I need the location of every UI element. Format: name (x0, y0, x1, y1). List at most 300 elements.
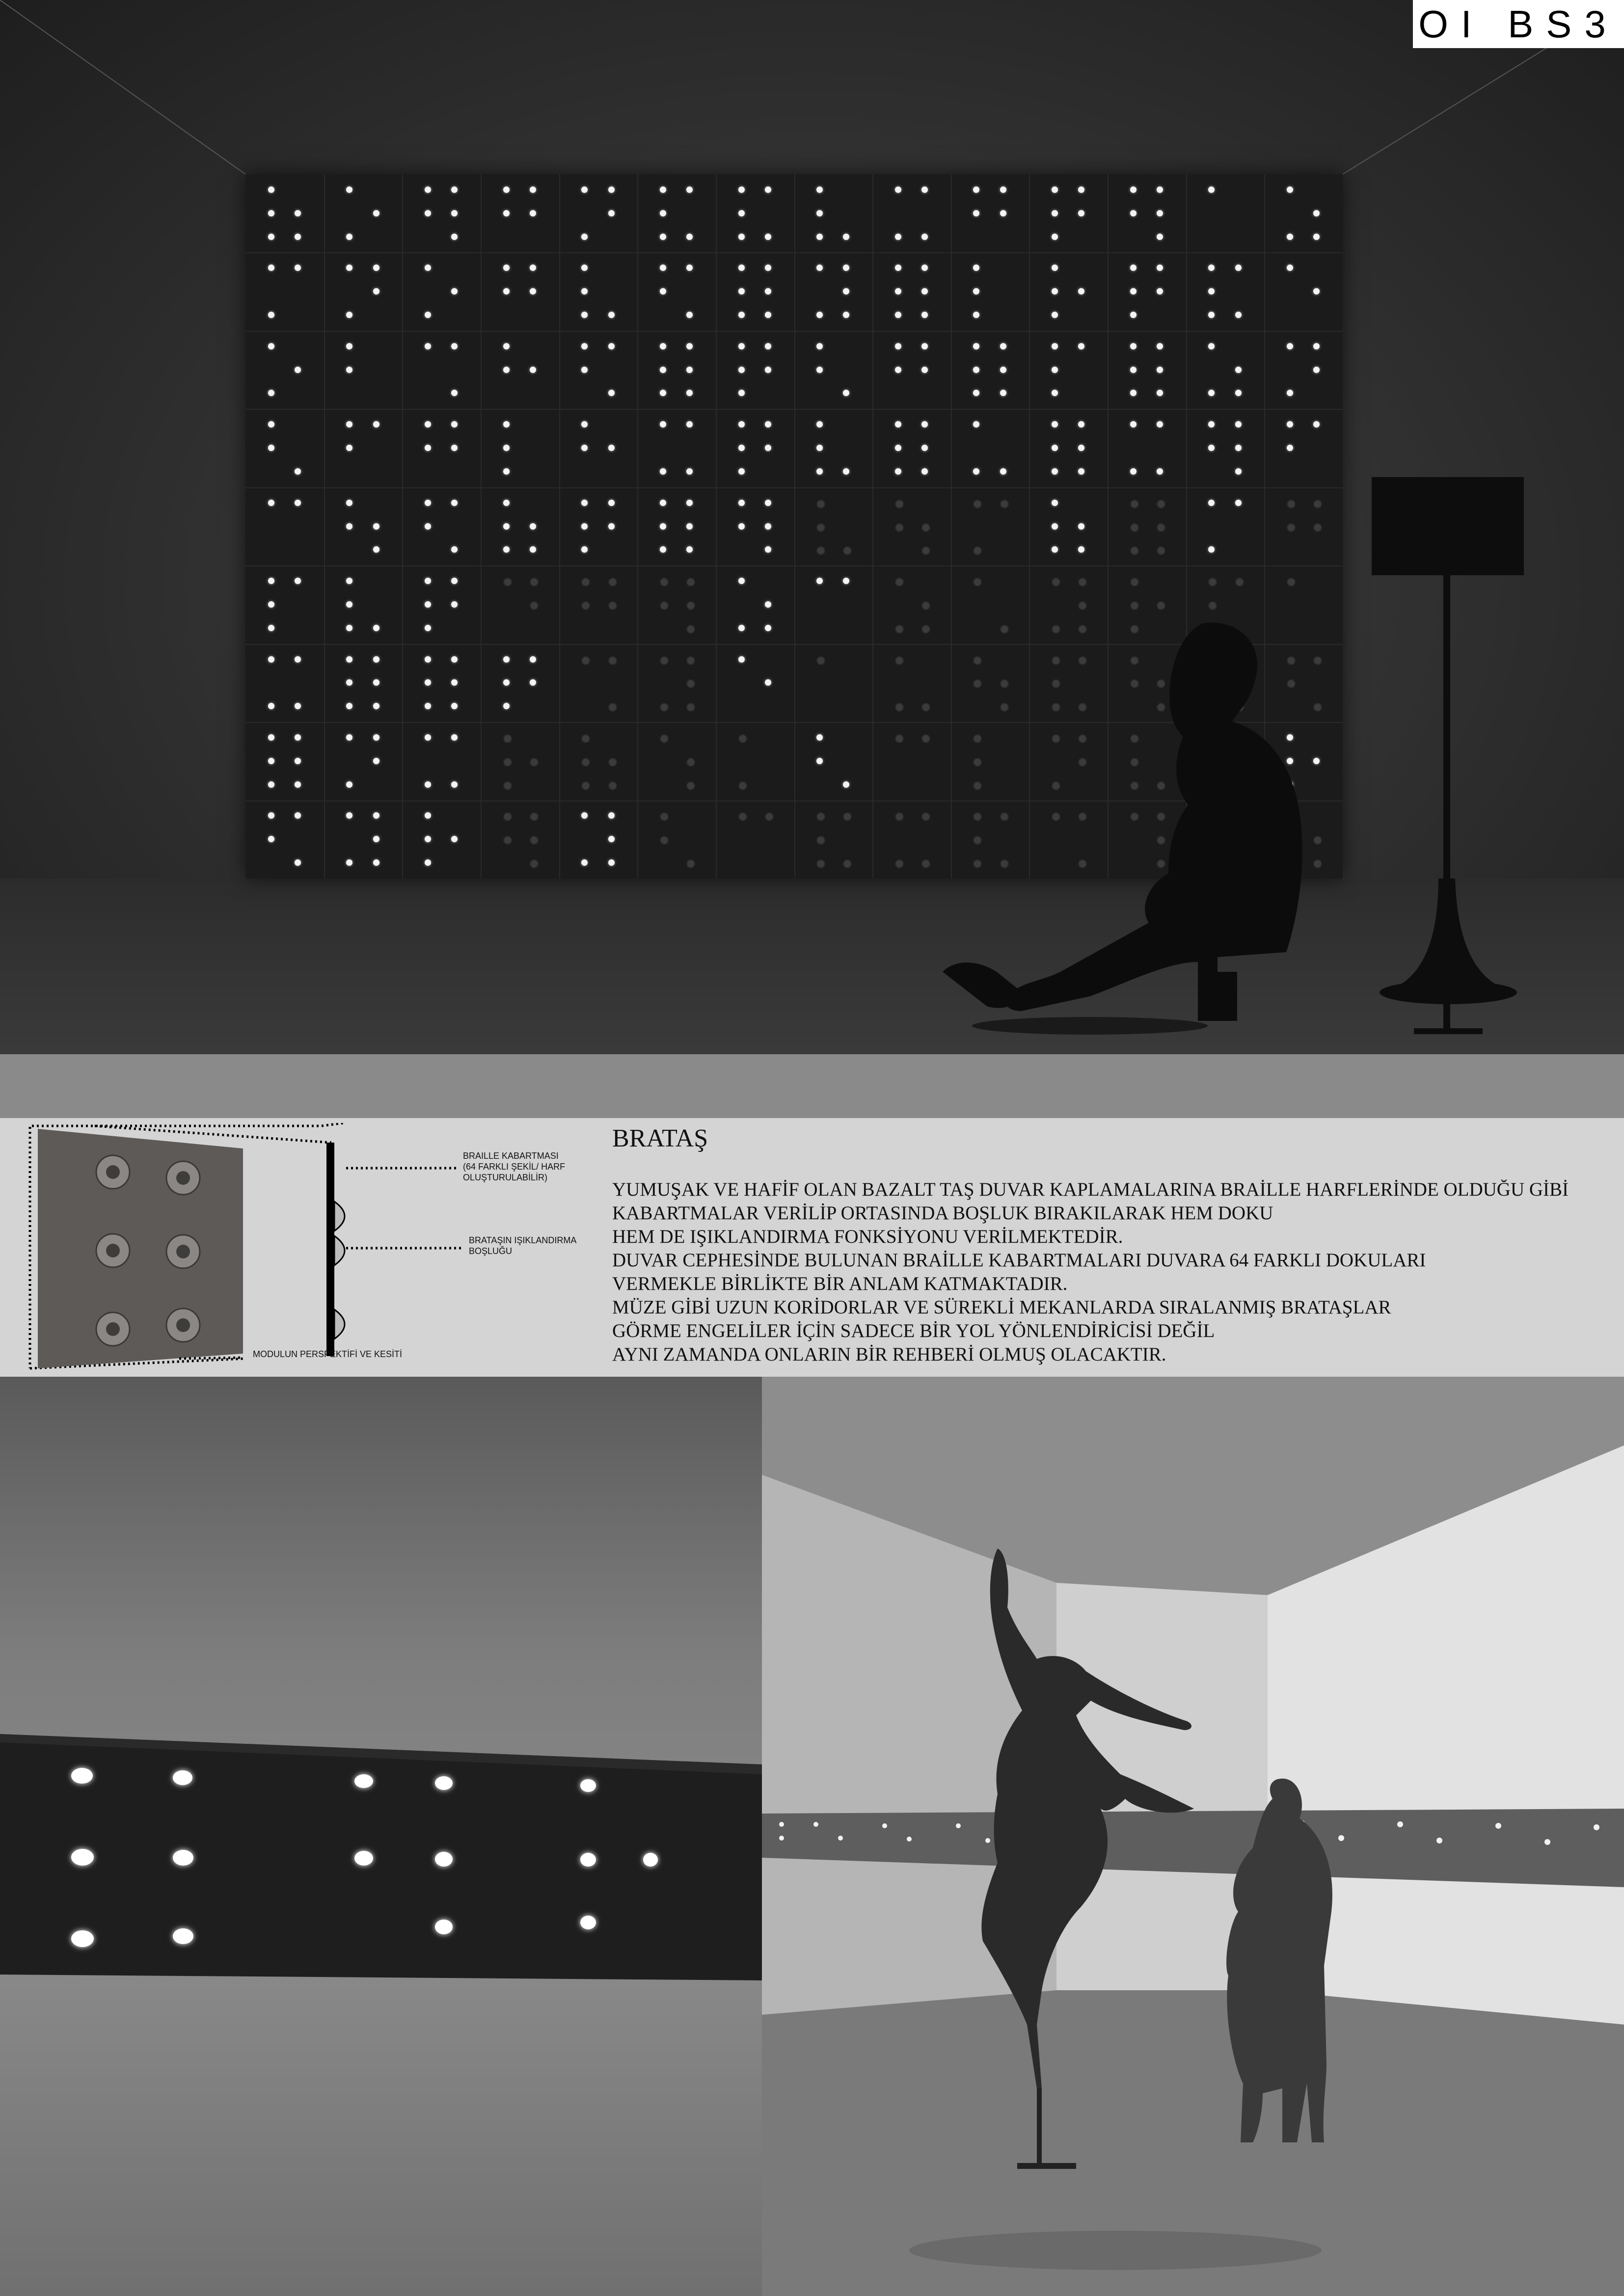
braille-wall-dot (268, 812, 274, 819)
braille-wall-dot (1052, 578, 1060, 587)
braille-wall-dot (503, 656, 510, 663)
braille-wall-dot (1208, 601, 1217, 610)
braille-dot (643, 1853, 658, 1867)
braille-wall-dot (686, 187, 693, 193)
braille-wall-dot (738, 367, 745, 373)
braille-wall-dot (530, 601, 539, 610)
braille-dot (354, 1774, 373, 1788)
description-line: YUMUŞAK VE HAFİF OLAN BAZALT TAŞ DUVAR KAPLAMALARINA BRAİLLE HARFLERİNDE OLDUĞU GİBİ (612, 1179, 1569, 1200)
braille-wall-dot (1313, 367, 1320, 373)
braille-wall-dot (346, 500, 352, 506)
braille-wall-dot (295, 500, 301, 506)
braille-wall-dot (1157, 500, 1165, 508)
braille-wall-dot (1130, 601, 1139, 610)
braille-wall-dot (425, 312, 431, 318)
braille-wall-dot (268, 781, 274, 788)
braille-wall-dot (686, 234, 693, 240)
braille-wall-dot (843, 312, 849, 318)
callout-light-line1: BRATAŞIN IŞIKLANDIRMA (469, 1235, 577, 1245)
braille-wall-dot (268, 234, 274, 240)
braille-wall-dot (1287, 343, 1293, 349)
braille-wall-dot (503, 578, 512, 587)
braille-wall-dot (1157, 234, 1163, 240)
braille-wall-dot (608, 187, 615, 193)
braille-wall-dot (660, 601, 669, 610)
braille-wall-dot (921, 187, 928, 193)
braille-wall-dot (1235, 421, 1242, 427)
description-line: AYNI ZAMANDA ONLARIN BİR REHBERİ OLMUŞ OLACAKTIR. (612, 1344, 1166, 1365)
braille-wall-dot (686, 312, 693, 318)
braille-wall-dot (268, 601, 274, 608)
braille-wall-dot (660, 187, 666, 193)
braille-wall-dot (816, 578, 823, 584)
braille-wall-dot (346, 625, 352, 631)
braille-wall-dot (1287, 265, 1293, 271)
braille-wall-dot (346, 265, 352, 271)
braille-wall-dot (765, 367, 771, 373)
braille-wall-dot (346, 859, 352, 866)
braille-wall-dot (503, 781, 512, 790)
braille-wall-dot (581, 601, 590, 610)
project-description (612, 1178, 1614, 1366)
braille-wall-dot (373, 656, 379, 663)
braille-wall-dot (581, 265, 588, 271)
braille-wall-dot (451, 500, 458, 506)
braille-wall-dot (686, 625, 695, 634)
braille-wall-dot (895, 656, 904, 665)
braille-wall-dot (816, 468, 823, 475)
braille-wall-dot (295, 210, 301, 216)
braille-wall-dot (1000, 187, 1006, 193)
braille-wall-dot (503, 210, 510, 216)
braille-wall-dot (686, 781, 695, 790)
braille-wall-dot (268, 758, 274, 764)
braille-wall-dot (1287, 578, 1296, 587)
braille-wall-dot (1208, 445, 1215, 451)
braille-wall-dot (295, 812, 301, 819)
braille-wall-dot (425, 703, 431, 709)
braille-wall-dot (373, 265, 379, 271)
braille-wall-dot (1130, 210, 1137, 216)
braille-wall-dot (503, 265, 510, 271)
wall-gridline (402, 174, 403, 879)
diagram-caption: MODULUN PERSPEKTİFİ VE KESİTİ (253, 1349, 403, 1359)
braille-wall-dot (973, 468, 979, 475)
braille-wall-dot (895, 445, 901, 451)
braille-wall-dot (608, 859, 615, 866)
braille-wall-dot (581, 523, 588, 530)
braille-dot (435, 1920, 453, 1934)
braille-wall-dot (1078, 601, 1087, 610)
wall-gridline (245, 487, 1343, 488)
braille-wall-dot (738, 288, 745, 294)
braille-wall-dot (1287, 187, 1293, 193)
braille-wall-dot (373, 758, 379, 764)
braille-wall-dot (660, 546, 666, 553)
braille-wall-dot (530, 758, 539, 767)
braille-wall-dot (346, 703, 352, 709)
braille-wall-dot (921, 601, 930, 610)
braille-wall-dot (608, 836, 615, 842)
braille-wall-dot (660, 288, 666, 294)
braille-wall-dot (921, 234, 928, 240)
braille-wall-dot (268, 625, 274, 631)
braille-wall-dot (738, 812, 747, 821)
braille-wall-dot (921, 265, 928, 271)
callout-relief-line1: BRAILLE KABARTMASI (463, 1151, 559, 1161)
braille-wall-dot (1208, 265, 1215, 271)
braille-wall-dot (530, 210, 536, 216)
braille-dot (354, 1851, 373, 1866)
braille-dot (173, 1850, 193, 1866)
braille-wall-dot (738, 343, 745, 349)
braille-wall-dot (973, 210, 979, 216)
braille-wall-dot (1157, 421, 1163, 427)
braille-wall-dot (295, 578, 301, 584)
braille-wall-dot (608, 523, 615, 530)
braille-wall-dot (1052, 390, 1058, 396)
braille-wall-dot (765, 343, 771, 349)
braille-wall-dot (921, 288, 928, 294)
braille-wall-dot (686, 703, 695, 712)
braille-wall-dot (921, 445, 928, 451)
braille-wall-dot (503, 288, 510, 294)
braille-wall-dot (1078, 421, 1084, 427)
braille-wall-dot (346, 679, 352, 686)
braille-wall-dot (346, 656, 352, 663)
braille-wall-dot (425, 836, 431, 842)
braille-wall-dot (1235, 367, 1242, 373)
braille-wall-dot (738, 523, 745, 530)
braille-wall-dot (581, 734, 590, 743)
braille-wall-dot (346, 734, 352, 741)
braille-wall-dot (530, 859, 539, 868)
braille-wall-dot (660, 343, 666, 349)
braille-wall-dot (1157, 601, 1165, 610)
braille-wall-dot (738, 656, 745, 663)
braille-wall-dot (660, 265, 666, 271)
braille-wall-dot (295, 367, 301, 373)
braille-dot (580, 1779, 596, 1792)
braille-wall-dot (738, 468, 745, 475)
braille-wall-dot (686, 601, 695, 610)
braille-wall-dot (660, 656, 669, 665)
braille-wall-dot (1052, 500, 1058, 506)
braille-wall-dot (738, 234, 745, 240)
braille-wall-dot (346, 421, 352, 427)
braille-wall-dot (451, 445, 458, 451)
braille-wall-dot (425, 343, 431, 349)
braille-dot (173, 1770, 192, 1785)
braille-wall-dot (581, 758, 590, 767)
braille-wall-dot (1078, 187, 1084, 193)
braille-wall-dot (268, 390, 274, 396)
wall-gridline (794, 174, 795, 879)
braille-wall-dot (451, 288, 458, 294)
wall-gridline (481, 174, 482, 879)
braille-wall-dot (973, 421, 979, 427)
braille-wall-dot (451, 343, 458, 349)
braille-wall-dot (1208, 187, 1215, 193)
braille-wall-dot (1287, 390, 1293, 396)
braille-wall-dot (921, 812, 930, 821)
braille-wall-dot (765, 625, 771, 631)
description-line: HEM DE IŞIKLANDIRMA FONKSİYONU VERİLMEKTEDİR. (612, 1226, 1123, 1247)
wall-gridline (245, 331, 1343, 332)
braille-wall-dot (973, 367, 979, 373)
braille-wall-dot (1078, 546, 1084, 553)
braille-wall-dot (738, 210, 745, 216)
braille-wall-dot (895, 421, 901, 427)
braille-wall-dot (895, 578, 904, 587)
braille-wall-dot (581, 859, 588, 866)
braille-wall-dot (816, 523, 825, 532)
braille-wall-dot (425, 781, 431, 788)
braille-wall-dot (843, 390, 849, 396)
braille-wall-dot (686, 523, 693, 530)
braille-wall-dot (843, 234, 849, 240)
braille-wall-dot (1235, 390, 1242, 396)
braille-wall-dot (895, 468, 901, 475)
braille-wall-dot (581, 500, 588, 506)
braille-wall-dot (346, 601, 352, 608)
braille-wall-dot (1000, 343, 1006, 349)
braille-wall-dot (1287, 421, 1293, 427)
braille-wall-dot (268, 578, 274, 584)
braille-wall-dot (816, 500, 825, 508)
braille-wall-dot (895, 234, 901, 240)
braille-dot (580, 1916, 596, 1929)
braille-wall-dot (373, 210, 379, 216)
braille-wall-dot (1000, 500, 1009, 508)
braille-wall-dot (973, 187, 979, 193)
braille-wall-dot (660, 836, 669, 845)
braille-wall-dot (530, 288, 536, 294)
braille-wall-dot (346, 312, 352, 318)
braille-wall-dot (816, 234, 823, 240)
braille-wall-dot (921, 367, 928, 373)
wall-gridline (559, 174, 560, 879)
braille-wall-dot (765, 234, 771, 240)
description-line: MÜZE GİBİ UZUN KORİDORLAR VE SÜREKLİ MEKANLARDA SIRALANMIŞ BRATAŞLAR (612, 1297, 1391, 1318)
corridor-render (762, 1377, 1624, 2296)
braille-wall-dot (581, 343, 588, 349)
braille-wall-dot (660, 523, 666, 530)
braille-wall-dot (295, 468, 301, 475)
callout-light-cavity (469, 1235, 576, 1256)
braille-wall-dot (581, 312, 588, 318)
seated-person-silhouette (943, 618, 1394, 1045)
braille-wall-dot (530, 578, 539, 587)
braille-wall-dot (268, 187, 274, 193)
braille-wall-dot (1157, 367, 1163, 373)
braille-wall-dot (581, 187, 588, 193)
braille-wall-dot (895, 523, 904, 532)
braille-wall-dot (373, 734, 379, 741)
braille-wall-dot (1157, 390, 1163, 396)
braille-wall-dot (295, 265, 301, 271)
braille-wall-dot (1313, 500, 1322, 508)
braille-wall-dot (765, 265, 771, 271)
braille-wall-dot (843, 265, 849, 271)
braille-wall-dot (686, 578, 695, 587)
braille-wall-dot (686, 468, 693, 475)
braille-wall-dot (660, 812, 669, 821)
braille-wall-dot (1235, 578, 1244, 587)
braille-wall-dot (425, 500, 431, 506)
braille-wall-dot (765, 601, 771, 608)
braille-wall-dot (295, 656, 301, 663)
braille-wall-dot (765, 312, 771, 318)
braille-wall-dot (1287, 445, 1293, 451)
divider-band (0, 1054, 1624, 1118)
braille-wall-dot (765, 288, 771, 294)
braille-wall-dot (843, 812, 852, 821)
braille-wall-dot (581, 781, 590, 790)
braille-wall-dot (425, 859, 431, 866)
braille-wall-dot (608, 812, 615, 819)
braille-wall-dot (1287, 500, 1296, 508)
closeup-render (0, 1377, 762, 2296)
braille-wall-dot (1078, 523, 1084, 530)
description-line: KABARTMALAR VERİLİP ORTASINDA BOŞLUK BIRAKILARAK HEM DOKU (612, 1202, 1273, 1224)
braille-wall-dot (451, 234, 458, 240)
braille-wall-dot (660, 390, 666, 396)
braille-wall-dot (608, 343, 615, 349)
braille-wall-dot (765, 187, 771, 193)
braille-wall-dot (686, 367, 693, 373)
braille-wall-dot (1052, 343, 1058, 349)
braille-wall-dot (581, 656, 590, 665)
braille-wall-dot (973, 578, 982, 587)
braille-wall-dot (451, 210, 458, 216)
braille-wall-dot (581, 812, 588, 819)
braille-wall-dot (921, 421, 928, 427)
braille-wall-dot (1157, 288, 1163, 294)
braille-wall-dot (451, 679, 458, 686)
braille-wall-dot (738, 578, 745, 584)
braille-wall-dot (373, 523, 379, 530)
braille-wall-dot (660, 578, 669, 587)
braille-wall-dot (1052, 367, 1058, 373)
braille-wall-dot (1078, 445, 1084, 451)
braille-wall-dot (895, 500, 904, 508)
braille-dot (173, 1928, 193, 1944)
braille-wall-dot (1000, 210, 1006, 216)
braille-wall-dot (686, 390, 693, 396)
braille-wall-dot (425, 445, 431, 451)
callout-braille-relief (463, 1150, 565, 1183)
braille-wall-dot (1078, 578, 1087, 587)
braille-wall-dot (895, 288, 901, 294)
braille-wall-dot (295, 734, 301, 741)
braille-wall-dot (843, 781, 849, 788)
wall-gridline (324, 174, 325, 879)
braille-wall-dot (373, 625, 379, 631)
braille-wall-dot (1052, 234, 1058, 240)
braille-wall-dot (765, 679, 771, 686)
braille-wall-dot (530, 265, 536, 271)
braille-wall-dot (921, 523, 930, 532)
braille-wall-dot (608, 500, 615, 506)
braille-wall-dot (608, 656, 617, 665)
braille-wall-dot (686, 343, 693, 349)
braille-wall-dot (1130, 500, 1139, 508)
braille-wall-dot (816, 312, 823, 318)
braille-wall-dot (895, 812, 904, 821)
braille-wall-dot (1078, 343, 1084, 349)
braille-wall-dot (268, 656, 274, 663)
braille-wall-dot (425, 578, 431, 584)
braille-wall-dot (1130, 343, 1137, 349)
braille-wall-dot (843, 859, 852, 868)
braille-wall-dot (425, 265, 431, 271)
braille-wall-dot (660, 500, 666, 506)
braille-wall-dot (425, 734, 431, 741)
braille-wall-dot (425, 625, 431, 631)
braille-wall-dot (268, 500, 274, 506)
braille-wall-dot (843, 546, 852, 555)
braille-wall-dot (1052, 265, 1058, 271)
braille-wall-dot (738, 312, 745, 318)
braille-wall-dot (503, 703, 510, 709)
braille-wall-dot (1313, 523, 1322, 532)
braille-wall-dot (921, 859, 930, 868)
braille-wall-dot (895, 703, 904, 712)
braille-wall-dot (425, 187, 431, 193)
braille-wall-dot (816, 546, 825, 555)
braille-wall-dot (765, 812, 774, 821)
braille-wall-dot (608, 758, 617, 767)
braille-wall-dot (921, 312, 928, 318)
braille-wall-dot (425, 523, 431, 530)
braille-wall-dot (1130, 187, 1137, 193)
braille-wall-dot (1130, 468, 1137, 475)
braille-wall-dot (738, 265, 745, 271)
braille-wall-dot (686, 421, 693, 427)
braille-wall-dot (1130, 390, 1137, 396)
braille-dot (580, 1853, 596, 1867)
braille-wall-dot (1078, 288, 1084, 294)
braille-wall-dot (530, 187, 536, 193)
braille-wall-dot (1157, 210, 1163, 216)
braille-wall-dot (608, 445, 615, 451)
braille-wall-dot (1000, 468, 1006, 475)
braille-wall-dot (973, 312, 979, 318)
braille-wall-dot (1000, 367, 1006, 373)
braille-wall-dot (268, 836, 274, 842)
braille-wall-dot (425, 210, 431, 216)
braille-wall-dot (581, 421, 588, 427)
braille-wall-dot (1130, 312, 1137, 318)
braille-wall-dot (295, 859, 301, 866)
wall-gridline (245, 409, 1343, 410)
braille-wall-dot (1287, 234, 1293, 240)
braille-wall-dot (738, 187, 745, 193)
braille-wall-dot (738, 390, 745, 396)
braille-wall-dot (295, 758, 301, 764)
braille-wall-dot (686, 656, 695, 665)
braille-wall-dot (973, 288, 979, 294)
braille-wall-dot (581, 288, 588, 294)
braille-wall-dot (660, 421, 666, 427)
braille-wall-dot (1208, 421, 1215, 427)
braille-wall-dot (816, 210, 823, 216)
braille-wall-dot (373, 836, 379, 842)
braille-wall-dot (581, 234, 588, 240)
braille-wall-dot (1208, 312, 1215, 318)
braille-wall-dot (530, 656, 536, 663)
